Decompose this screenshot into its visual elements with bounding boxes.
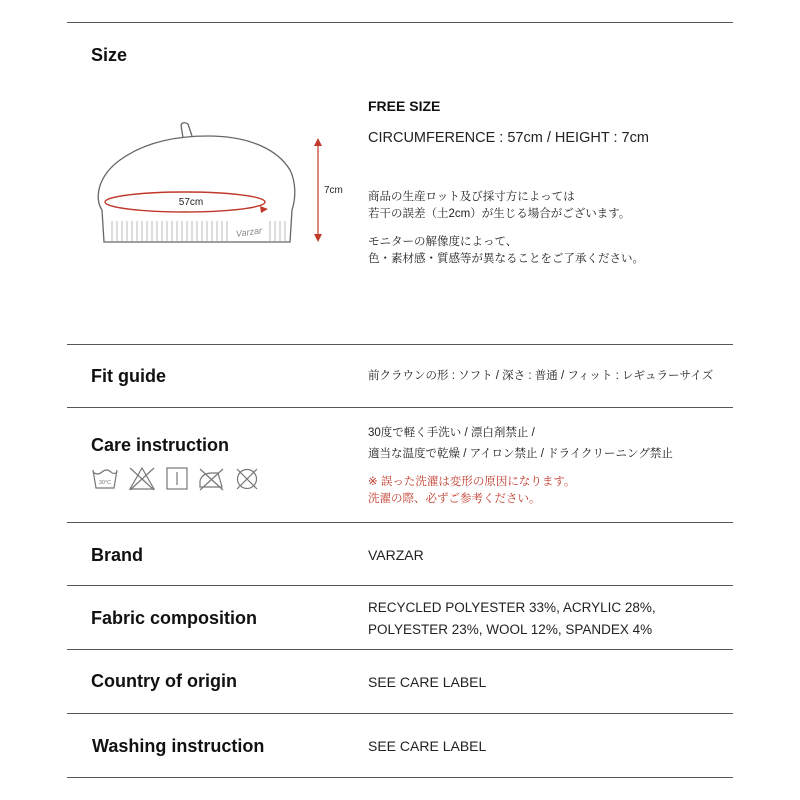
circumference-label: 57cm xyxy=(178,197,204,208)
height-label: 7cm xyxy=(324,185,343,196)
divider-fabric xyxy=(67,649,733,650)
washing-value: SEE CARE LABEL xyxy=(368,738,487,754)
divider-bottom xyxy=(67,777,733,778)
size-note-lot-line2: 若干の誤差（土2cm）が生じる場合がございます。 xyxy=(368,208,631,220)
care-text xyxy=(368,425,673,463)
divider-origin xyxy=(67,713,733,714)
hand-wash-30-icon xyxy=(93,470,117,488)
care-warning-line1: ※ 誤った洗濯は変形の原因になります。 xyxy=(368,476,576,488)
fit-guide-value: 前クラウンの形 : ソフト / 深さ : 普通 / フィット : レギュラーサイズ xyxy=(368,370,714,382)
care-symbols xyxy=(90,464,265,494)
fit-guide-heading: Fit guide xyxy=(91,366,166,386)
tumble-dry-icon xyxy=(167,468,187,489)
brand-heading: Brand xyxy=(91,545,144,565)
divider-top xyxy=(67,22,733,23)
size-note-lot xyxy=(368,189,630,223)
fabric-composition xyxy=(368,597,656,641)
brand-logo-mark: Varzar xyxy=(235,225,263,239)
no-bleach-icon xyxy=(130,468,154,490)
divider-care xyxy=(67,522,733,523)
size-dimensions: CIRCUMFERENCE : 57cm / HEIGHT : 7cm xyxy=(368,130,649,146)
washing-heading: Washing instruction xyxy=(92,736,265,756)
divider-fit xyxy=(67,407,733,408)
no-iron-icon xyxy=(200,469,223,490)
size-note-monitor xyxy=(368,234,644,268)
divider-size xyxy=(67,344,733,345)
size-note-lot-line1: 商品の生産ロット及び採寸方によっては xyxy=(368,191,575,203)
origin-value: SEE CARE LABEL xyxy=(368,674,487,690)
origin-heading: Country of origin xyxy=(91,671,237,691)
fabric-heading: Fabric composition xyxy=(91,608,258,628)
care-line1: 30度で軽く手洗い / 漂白剤禁止 / xyxy=(368,427,535,439)
fabric-line2: POLYESTER 23%, WOOL 12%, SPANDEX 4% xyxy=(368,622,653,637)
wash-temperature: 30°C xyxy=(98,480,112,486)
beret-size-diagram xyxy=(90,118,350,258)
brand-value: VARZAR xyxy=(368,547,424,563)
size-note-monitor-line1: モニターの解像度によって、 xyxy=(368,236,518,248)
no-dry-clean-icon xyxy=(237,469,257,489)
size-heading: Size xyxy=(91,45,128,65)
care-line2: 適当な温度で乾燥 / アイロン禁止 / ドライクリーニング禁止 xyxy=(368,448,673,460)
care-warning xyxy=(368,474,575,508)
care-warning-line2: 洗濯の際、必ずご参考ください。 xyxy=(368,493,541,505)
care-heading: Care instruction xyxy=(91,435,230,455)
free-size-label: FREE SIZE xyxy=(368,98,441,114)
fabric-line1: RECYCLED POLYESTER 33%, ACRYLIC 28%, xyxy=(368,600,656,615)
size-note-monitor-line2: 色・素材感・質感等が異なることをご了承ください。 xyxy=(368,253,644,265)
divider-brand xyxy=(67,585,733,586)
